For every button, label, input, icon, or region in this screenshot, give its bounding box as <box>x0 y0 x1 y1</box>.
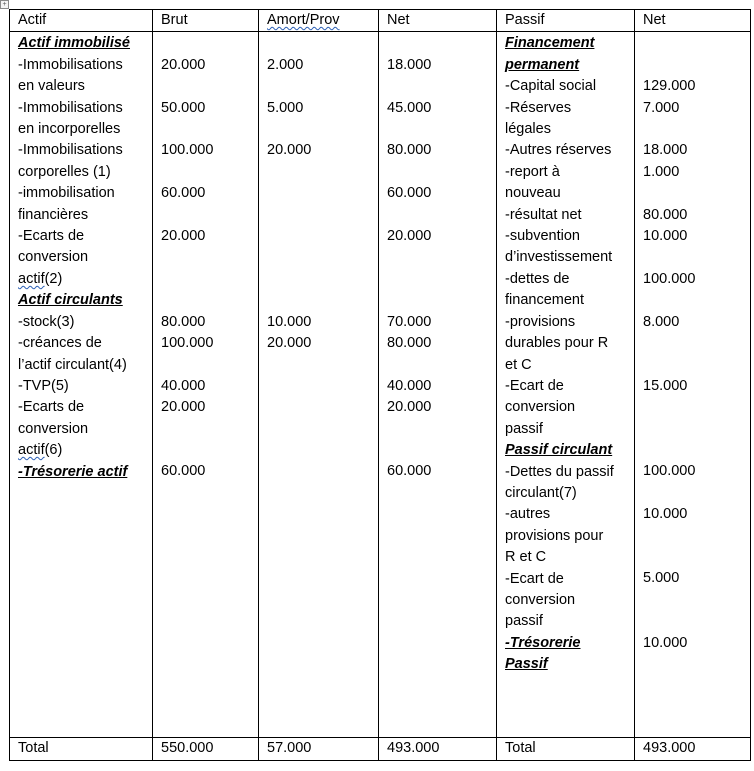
passif-line: passif <box>505 420 543 437</box>
net-passif-value: 18.000 <box>643 142 688 159</box>
body-row <box>10 32 751 738</box>
total-net: 493.000 <box>379 738 497 760</box>
passif-line: -Réserves <box>505 99 572 116</box>
actif-line: en incorporelles <box>18 121 121 138</box>
net-value: 60.000 <box>387 463 432 480</box>
brut-value: 60.000 <box>161 463 206 480</box>
net-value: 80.000 <box>387 334 432 351</box>
brut-column <box>153 32 259 738</box>
brut-value: 100.000 <box>161 142 214 159</box>
net-passif-value: 10.000 <box>643 634 688 651</box>
amort-value: 2.000 <box>267 56 304 73</box>
amort-value: 5.000 <box>267 99 304 116</box>
passif-line: provisions pour <box>505 527 604 544</box>
brut-value: 20.000 <box>161 227 206 244</box>
actif-line: conversion <box>18 420 89 437</box>
actif-line: -TVP(5) <box>18 377 69 394</box>
header-amort <box>259 10 379 32</box>
actif-line: -Ecarts de <box>18 399 85 416</box>
passif-line: financement <box>505 292 584 309</box>
total-row <box>10 738 751 760</box>
passif-line: légales <box>505 121 551 138</box>
passif-line: durables pour R <box>505 335 609 352</box>
passif-line: -provisions <box>505 313 576 330</box>
net-passif-value: 7.000 <box>643 99 680 116</box>
amort-value: 10.000 <box>267 313 312 330</box>
header-row <box>10 10 751 32</box>
passif-line: -report à <box>505 163 560 180</box>
net-value: 20.000 <box>387 227 432 244</box>
actif-note-ref: (2) <box>44 270 63 287</box>
actif-line <box>18 440 144 461</box>
section-passif-circulant: Passif circulant <box>505 442 613 459</box>
passif-line: -Dettes du passif <box>505 463 614 480</box>
section-tresorerie-actif: -Trésorerie actif <box>18 463 128 480</box>
brut-value: 50.000 <box>161 99 206 116</box>
amort-value: 20.000 <box>267 142 312 159</box>
passif-line: -Ecart de <box>505 570 564 587</box>
net-passif-value: 1.000 <box>643 163 680 180</box>
net-passif-column <box>635 32 751 738</box>
section-actif-circulants: Actif circulants <box>18 292 123 309</box>
total-label-actif: Total <box>10 738 153 760</box>
net-value: 70.000 <box>387 313 432 330</box>
net-passif-value: 5.000 <box>643 570 680 587</box>
brut-value: 20.000 <box>161 56 206 73</box>
actif-line: en valeurs <box>18 78 85 95</box>
header-net-passif: Net <box>635 10 751 32</box>
table-move-handle-icon[interactable]: + <box>0 0 9 9</box>
passif-line: d’investissement <box>505 249 613 266</box>
passif-line: -autres <box>505 506 551 523</box>
actif-line: l’actif circulant(4) <box>18 356 127 373</box>
net-value: 20.000 <box>387 399 432 416</box>
total-brut: 550.000 <box>153 738 259 760</box>
header-brut: Brut <box>153 10 259 32</box>
amort-column <box>259 32 379 738</box>
net-column <box>379 32 497 738</box>
net-passif-value: 100.000 <box>643 270 696 287</box>
net-value: 40.000 <box>387 377 432 394</box>
brut-value: 80.000 <box>161 313 206 330</box>
actif-line: -Immobilisations <box>18 142 123 159</box>
section-actif-immobilise: Actif immobilisé <box>18 35 130 52</box>
brut-value: 60.000 <box>161 185 206 202</box>
net-passif-value: 80.000 <box>643 206 688 223</box>
header-actif: Actif <box>10 10 153 32</box>
header-net: Net <box>379 10 497 32</box>
net-passif-value: 10.000 <box>643 506 688 523</box>
passif-line: -subvention <box>505 228 580 245</box>
total-amort: 57.000 <box>259 738 379 760</box>
passif-line: nouveau <box>505 185 561 202</box>
passif-line: passif <box>505 613 543 630</box>
total-label-passif: Total <box>497 738 635 760</box>
amort-value: 20.000 <box>267 334 312 351</box>
actif-line: corporelles (1) <box>18 163 111 180</box>
passif-line: et C <box>505 356 532 373</box>
net-passif-value: 10.000 <box>643 228 688 244</box>
net-value: 18.000 <box>387 56 432 73</box>
net-value: 80.000 <box>387 142 432 159</box>
actif-spell-flag: actif <box>18 270 45 287</box>
brut-value: 20.000 <box>161 399 206 416</box>
actif-line: financières <box>18 206 89 223</box>
passif-line: conversion <box>505 591 576 608</box>
actif-column <box>10 32 153 738</box>
section-financement-permanent: permanent <box>505 56 580 73</box>
net-passif-value: 15.000 <box>643 377 688 394</box>
passif-line: conversion <box>505 399 576 416</box>
passif-line: -Capital social <box>505 78 597 95</box>
passif-line: -résultat net <box>505 206 582 223</box>
net-passif-value: 100.000 <box>643 463 696 480</box>
net-passif-value: 129.000 <box>643 78 696 95</box>
net-value: 60.000 <box>387 185 432 202</box>
actif-line: -Immobilisations <box>18 99 123 116</box>
balance-sheet-table <box>9 9 751 761</box>
actif-line: -Immobilisations <box>18 56 123 73</box>
passif-line: -dettes de <box>505 270 570 287</box>
actif-line <box>18 269 144 290</box>
actif-note-ref: (6) <box>44 442 63 459</box>
actif-line: -créances de <box>18 335 102 352</box>
passif-column <box>497 32 635 738</box>
actif-spell-flag: actif <box>18 442 45 459</box>
passif-line: R et C <box>505 549 547 566</box>
total-net-passif: 493.000 <box>635 738 751 760</box>
actif-line: -immobilisation <box>18 185 115 202</box>
section-financement-permanent: Financement <box>505 35 595 52</box>
passif-line: -Ecart de <box>505 377 564 394</box>
net-passif-value: 8.000 <box>643 313 680 330</box>
section-tresorerie-passif: Passif <box>505 656 548 673</box>
header-passif: Passif <box>497 10 635 32</box>
header-amort-label: Amort/Prov <box>267 12 340 28</box>
section-tresorerie-passif: -Trésorerie <box>505 634 581 651</box>
actif-line: -Ecarts de <box>18 228 85 245</box>
passif-line: circulant(7) <box>505 484 577 501</box>
net-value: 45.000 <box>387 99 432 116</box>
actif-line: conversion <box>18 249 89 266</box>
brut-value: 40.000 <box>161 377 206 394</box>
brut-value: 100.000 <box>161 334 214 351</box>
passif-line: -Autres réserves <box>505 142 612 159</box>
actif-line: -stock(3) <box>18 313 75 330</box>
